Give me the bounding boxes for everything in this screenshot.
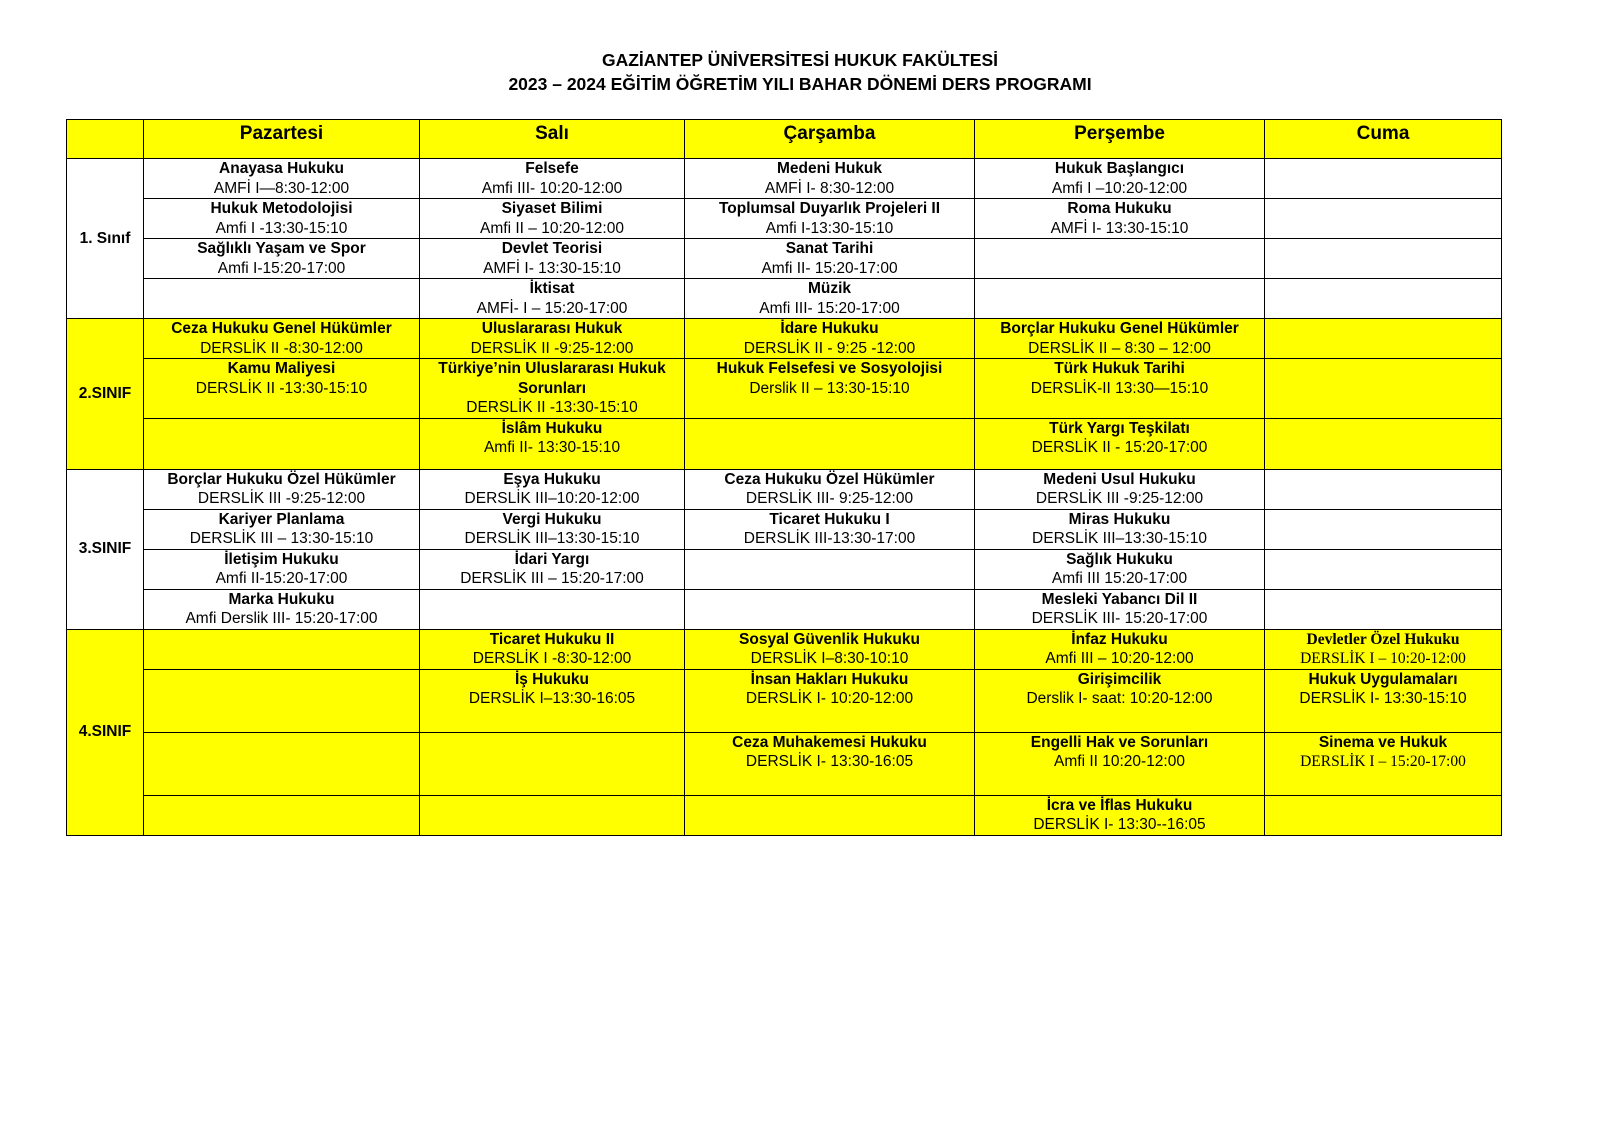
course-cell (420, 359, 685, 419)
course-cell (685, 509, 975, 549)
schedule-row (67, 469, 1502, 509)
course-cell (144, 629, 420, 669)
schedule-row (67, 159, 1502, 199)
course-location-time: AMFİ I- 13:30-15:10 (483, 259, 621, 277)
course-name: Engelli Hak ve Sorunları (1030, 733, 1209, 751)
course-location-time: Amfi I –10:20-12:00 (1051, 179, 1188, 197)
course-cell (420, 629, 685, 669)
course-cell (975, 589, 1265, 629)
course-name: Anayasa Hukuku (219, 160, 344, 177)
course-name: Ceza Hukuku Genel Hükümler (171, 320, 392, 337)
course-cell (144, 359, 420, 419)
course-name: Sinema ve Hukuk (1318, 733, 1448, 751)
course-location-time: DERSLİK II -9:25-12:00 (470, 339, 634, 357)
course-name: Felsefe (525, 160, 579, 177)
course-cell (1265, 199, 1502, 239)
course-location-time: Amfi III – 10:20-12:00 (1045, 650, 1194, 667)
day-header: Salı (420, 120, 685, 159)
course-cell (144, 549, 420, 589)
schedule-row (67, 279, 1502, 319)
course-cell (420, 589, 685, 629)
course-location-time: DERSLİK I -8:30-12:00 (472, 650, 632, 667)
course-name: Roma Hukuku (1067, 200, 1172, 217)
course-location-time: DERSLİK III – 13:30-15:10 (189, 530, 374, 547)
course-name: Uluslararası Hukuk (481, 320, 623, 337)
course-name: Borçlar Hukuku Özel Hükümler (167, 470, 396, 488)
class-label: 3.SINIF (67, 469, 144, 629)
course-name: Devlet Teorisi (501, 240, 603, 257)
schedule-table (66, 119, 1502, 836)
course-cell (975, 549, 1265, 589)
course-name: İnsan Hakları Hukuku (750, 670, 909, 688)
course-cell (1265, 279, 1502, 319)
course-cell (420, 509, 685, 549)
course-cell (144, 239, 420, 279)
course-cell (975, 319, 1265, 359)
course-name: Siyaset Bilimi (501, 200, 603, 217)
day-header: Pazartesi (144, 120, 420, 159)
course-cell (1265, 469, 1502, 509)
course-cell (420, 732, 685, 795)
course-cell (685, 279, 975, 319)
course-cell (1265, 239, 1502, 279)
course-location-time: Amfi II-15:20-17:00 (215, 570, 348, 587)
course-name: Sağlık Hukuku (1066, 550, 1173, 568)
course-location-time: DERSLİK-II 13:30—15:10 (1030, 379, 1209, 397)
course-name: Kamu Maliyesi (227, 360, 336, 377)
course-cell (1265, 319, 1502, 359)
course-cell (975, 418, 1265, 469)
course-cell (685, 795, 975, 835)
course-cell (420, 469, 685, 509)
course-cell (1265, 795, 1502, 835)
course-cell (1265, 418, 1502, 469)
course-cell (420, 239, 685, 279)
course-name: Türk Hukuk Tarihi (1054, 360, 1185, 377)
course-cell (1265, 629, 1502, 669)
course-cell (975, 629, 1265, 669)
course-location-time: DERSLİK II -13:30-15:10 (195, 379, 368, 397)
course-cell (1265, 509, 1502, 549)
course-cell (975, 239, 1265, 279)
course-name: Medeni Hukuk (776, 160, 883, 177)
schedule-row (67, 795, 1502, 835)
schedule-row (67, 239, 1502, 279)
course-name: Borçlar Hukuku Genel Hükümler (1000, 320, 1239, 337)
course-cell (144, 509, 420, 549)
course-location-time: DERSLİK III -9:25-12:00 (1035, 490, 1204, 507)
course-cell (685, 359, 975, 419)
course-name: Girişimcilik (1077, 670, 1162, 688)
course-cell (144, 418, 420, 469)
course-location-time: DERSLİK III–13:30-15:10 (1032, 530, 1207, 547)
schedule-row (67, 732, 1502, 795)
course-cell (975, 795, 1265, 835)
course-cell (685, 629, 975, 669)
course-location-time: DERSLİK I – 15:20-17:00 (1300, 753, 1466, 770)
course-name: Eşya Hukuku (503, 470, 601, 488)
course-cell (420, 199, 685, 239)
course-name: Medeni Usul Hukuku (1043, 470, 1196, 488)
course-name: Hukuk Başlangıcı (1054, 160, 1185, 177)
course-location-time: Derslik II – 13:30-15:10 (749, 379, 910, 397)
course-name: Kariyer Planlama (218, 510, 345, 528)
schedule-row (67, 589, 1502, 629)
course-cell (685, 589, 975, 629)
course-location-time: DERSLİK I- 13:30-16:05 (745, 753, 914, 770)
course-cell (1265, 589, 1502, 629)
course-cell (685, 239, 975, 279)
course-location-time: DERSLİK I – 10:20-12:00 (1300, 650, 1466, 667)
course-location-time: AMFİ I—8:30-12:00 (213, 179, 350, 197)
course-location-time: DERSLİK III- 9:25-12:00 (745, 490, 914, 507)
course-name: Ceza Hukuku Özel Hükümler (724, 470, 935, 488)
schedule-row (67, 549, 1502, 589)
course-location-time: Amfi Derslik III- 15:20-17:00 (185, 610, 378, 627)
course-location-time: DERSLİK III -9:25-12:00 (197, 490, 366, 507)
course-cell (1265, 359, 1502, 419)
course-name: Hukuk Metodolojisi (210, 200, 353, 217)
course-location-time: DERSLİK III–13:30-15:10 (464, 530, 640, 547)
course-name: İdari Yargı (514, 550, 590, 568)
course-cell (420, 159, 685, 199)
course-name: İnfaz Hukuku (1071, 630, 1168, 648)
course-cell (420, 549, 685, 589)
course-cell (975, 359, 1265, 419)
course-location-time: Amfi II- 13:30-15:10 (483, 439, 621, 456)
class-label: 1. Sınıf (67, 159, 144, 319)
course-location-time: AMFİ I- 13:30-15:10 (1050, 219, 1189, 237)
schedule-row (67, 629, 1502, 669)
schedule-row (67, 359, 1502, 419)
course-cell (685, 732, 975, 795)
course-cell (144, 159, 420, 199)
course-name: Toplumsal Duyarlık Projeleri II (718, 200, 941, 217)
course-cell (685, 418, 975, 469)
course-name: Ticaret Hukuku II (489, 630, 615, 648)
course-location-time: DERSLİK III-13:30-17:00 (743, 530, 916, 547)
course-cell (420, 418, 685, 469)
course-cell (685, 159, 975, 199)
day-header: Cuma (1265, 120, 1502, 159)
course-location-time: AMFİ- I – 15:20-17:00 (476, 299, 628, 317)
course-location-time: Amfi I-15:20-17:00 (217, 259, 346, 277)
course-cell (1265, 732, 1502, 795)
course-location-time: DERSLİK I–13:30-16:05 (468, 690, 636, 707)
schedule-row (67, 509, 1502, 549)
course-location-time: Amfi III- 10:20-12:00 (481, 179, 623, 197)
course-location-time: DERSLİK III – 15:20-17:00 (460, 570, 644, 587)
header-corner-cell (67, 120, 144, 159)
course-cell (144, 469, 420, 509)
course-cell (975, 469, 1265, 509)
course-name: Vergi Hukuku (502, 510, 602, 528)
course-cell (1265, 159, 1502, 199)
schedule-row (67, 199, 1502, 239)
course-location-time: Amfi III 15:20-17:00 (1051, 570, 1188, 587)
course-location-time: Amfi I -13:30-15:10 (215, 219, 348, 237)
course-location-time: DERSLİK II – 8:30 – 12:00 (1028, 339, 1211, 357)
course-name: İslâm Hukuku (501, 419, 603, 437)
course-cell (975, 509, 1265, 549)
course-name: Ticaret Hukuku I (769, 510, 890, 528)
course-cell (1265, 669, 1502, 732)
course-cell (685, 669, 975, 732)
schedule-row (67, 319, 1502, 359)
day-header: Çarşamba (685, 120, 975, 159)
course-name: Miras Hukuku (1068, 510, 1171, 528)
course-name: Hukuk Uygulamaları (1308, 670, 1458, 688)
course-location-time: Amfi II – 10:20-12:00 (480, 219, 624, 237)
course-name: İktisat (529, 280, 575, 297)
course-location-time: DERSLİK I- 10:20-12:00 (745, 690, 914, 707)
course-name: Sanat Tarihi (785, 240, 874, 257)
class-label: 4.SINIF (67, 629, 144, 835)
course-location-time: DERSLİK I–8:30-10:10 (750, 650, 909, 667)
course-cell (685, 319, 975, 359)
course-location-time: Amfi II 10:20-12:00 (1054, 753, 1185, 770)
schedule-row (67, 418, 1502, 469)
course-name: Türk Yargı Teşkilatı (1049, 419, 1190, 437)
course-name: İcra ve İflas Hukuku (1046, 796, 1193, 814)
course-cell (420, 669, 685, 732)
course-cell (420, 279, 685, 319)
course-cell (685, 199, 975, 239)
course-cell (144, 199, 420, 239)
course-location-time: DERSLİK II -13:30-15:10 (466, 399, 638, 416)
course-name: İdare Hukuku (780, 320, 879, 337)
course-cell (144, 319, 420, 359)
course-name: Sosyal Güvenlik Hukuku (739, 630, 920, 648)
day-header: Perşembe (975, 120, 1265, 159)
course-cell (975, 669, 1265, 732)
course-name: Marka Hukuku (228, 590, 335, 608)
course-location-time: Amfi II- 15:20-17:00 (761, 259, 898, 277)
course-name: Devletler Özel Hukuku (1306, 630, 1460, 648)
course-location-time: Amfi III- 15:20-17:00 (759, 299, 900, 317)
page-subtitle: 2023 – 2024 EĞİTİM ÖĞRETİM YILI BAHAR DÖNEMİ DERS PROGRAMI (508, 74, 1092, 94)
course-name: İş Hukuku (514, 670, 590, 688)
course-cell (144, 795, 420, 835)
course-location-time: AMFİ I- 8:30-12:00 (764, 179, 895, 197)
course-cell (144, 589, 420, 629)
course-name: İletişim Hukuku (224, 550, 339, 568)
course-cell (975, 732, 1265, 795)
course-cell (975, 279, 1265, 319)
course-location-time: DERSLİK II - 9:25 -12:00 (743, 339, 916, 357)
course-cell (1265, 549, 1502, 589)
course-cell (144, 732, 420, 795)
course-name: Müzik (807, 280, 852, 297)
course-cell (685, 469, 975, 509)
course-name: Mesleki Yabancı Dil II (1041, 590, 1198, 608)
course-cell (420, 795, 685, 835)
course-location-time: DERSLİK II -8:30-12:00 (200, 339, 363, 357)
class-label: 2.SINIF (67, 319, 144, 470)
course-name: Sağlıklı Yaşam ve Spor (197, 240, 366, 257)
course-cell (420, 319, 685, 359)
course-location-time: DERSLİK I- 13:30--16:05 (1033, 816, 1206, 833)
course-name: Ceza Muhakemesi Hukuku (732, 733, 927, 751)
course-cell (144, 279, 420, 319)
course-cell (685, 549, 975, 589)
course-location-time: Derslik I- saat: 10:20-12:00 (1026, 690, 1213, 707)
course-cell (975, 199, 1265, 239)
course-location-time: DERSLİK I- 13:30-15:10 (1299, 690, 1467, 707)
course-cell (144, 669, 420, 732)
course-location-time: DERSLİK III- 15:20-17:00 (1031, 610, 1208, 627)
schedule-row (67, 669, 1502, 732)
course-location-time: Amfi I-13:30-15:10 (765, 219, 894, 237)
course-location-time: DERSLİK III–10:20-12:00 (464, 490, 640, 507)
course-name: Türkiye’nin Uluslararası Hukuk Sorunları (438, 360, 666, 397)
course-cell (975, 159, 1265, 199)
page-title: GAZİANTEP ÜNİVERSİTESİ HUKUK FAKÜLTESİ (601, 50, 999, 70)
course-location-time: DERSLİK II - 15:20-17:00 (1031, 439, 1208, 456)
course-name: Hukuk Felsefesi ve Sosyolojisi (716, 360, 943, 377)
